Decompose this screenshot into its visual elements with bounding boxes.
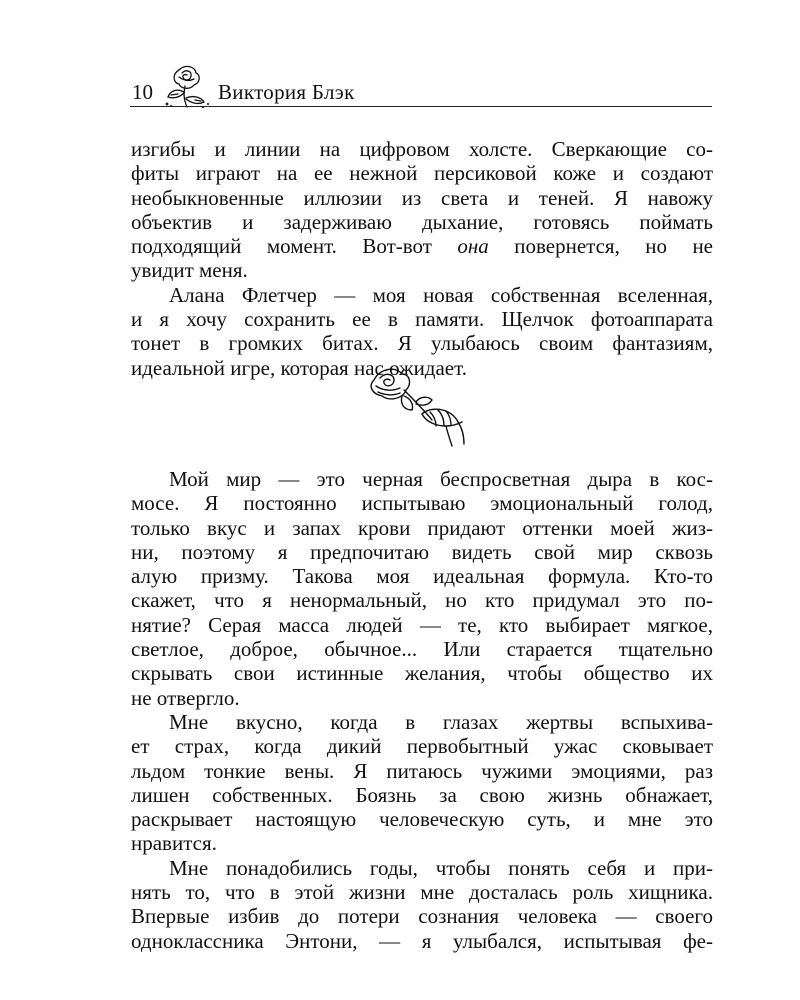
header-rule xyxy=(130,106,712,107)
paragraph-3 xyxy=(131,467,713,710)
text-line: скажет, что я ненормальный, но кто придумал это по- xyxy=(131,588,713,613)
text-line: Алана Флетчер — моя новая собственная вселенная, xyxy=(169,282,713,307)
text-line: Мне понадобились годы, чтобы понять себя и при- xyxy=(169,855,713,880)
text-line: и я хочу сохранить ее в памяти. Щелчок фотоаппарата xyxy=(131,307,713,332)
text-run: повернется, но не xyxy=(488,234,714,259)
text-line: идеальной игре, которая нас ожидает. xyxy=(131,355,467,380)
text-line: объектив и задерживаю дыхание, готовясь поймать xyxy=(131,209,713,234)
rose-in-hand-icon xyxy=(360,362,470,448)
paragraph-1 xyxy=(131,137,713,283)
running-header xyxy=(130,64,710,108)
text-line: Мне вкусно, когда в глазах жертвы вспыхива- xyxy=(169,709,713,734)
text-line: мосе. Я постоянно испытываю эмоциональный голод, xyxy=(131,491,713,516)
text-run: подходящий момент. Вот-вот xyxy=(131,234,458,259)
text-section-2 xyxy=(131,467,713,953)
text-line: светлое, доброе, обычное... Или старается тщательно xyxy=(131,637,713,662)
paragraph-4 xyxy=(131,710,713,856)
text-line: раскрывает настоящую человеческую суть, и мне это xyxy=(131,807,713,832)
text-line: увидит меня. xyxy=(131,258,248,283)
text-line xyxy=(131,234,713,258)
text-line: Мой мир — это черная беспросветная дыра в кос- xyxy=(169,467,713,491)
text-line: ни, поэтому я предпочитаю видеть свой мир сквозь xyxy=(131,539,713,564)
text-line: нять то, что в этой жизни мне досталась роль хищника. xyxy=(131,880,713,905)
page-number: 10 xyxy=(132,80,153,104)
text-line: лишен собственных. Боязнь за свою жизнь обнажает, xyxy=(131,782,713,807)
text-line: фиты играют на ее нежной персиковой коже и создают xyxy=(131,161,713,186)
text-line: алую призму. Такова моя идеальная формула. Кто-то xyxy=(131,564,713,589)
running-title: Виктория Блэк xyxy=(218,80,355,104)
text-line: ет страх, когда дикий первобытный ужас сковывает xyxy=(131,734,713,759)
rose-icon xyxy=(157,64,215,108)
text-line: только вкус и запах крови придают оттенки моей жиз- xyxy=(131,515,713,540)
text-section-1 xyxy=(131,137,713,380)
text-line: необыкновенные иллюзии из света и теней. Я навожу xyxy=(131,185,713,210)
italic-emphasis: она xyxy=(457,234,489,259)
text-line: одноклассника Энтони, — я улыбался, испытывая фе- xyxy=(131,928,713,953)
text-line: изгибы и линии на цифровом холсте. Сверкающие со- xyxy=(131,137,713,161)
text-line: нравится. xyxy=(131,831,217,856)
text-line: нятие? Серая масса людей — те, кто выбирает мягкое, xyxy=(131,612,713,637)
text-line: Впервые избив до потери сознания человека — своего xyxy=(131,904,713,929)
text-line: скрывать свои истинные желания, чтобы общество их xyxy=(131,661,713,686)
paragraph-5 xyxy=(131,856,713,953)
text-line: тонет в громких битах. Я улыбаюсь своим фантазиям, xyxy=(131,331,713,356)
text-line: льдом тонкие вены. Я питаюсь чужими эмоциями, раз xyxy=(131,758,713,783)
text-line: не отвергло. xyxy=(131,685,240,710)
